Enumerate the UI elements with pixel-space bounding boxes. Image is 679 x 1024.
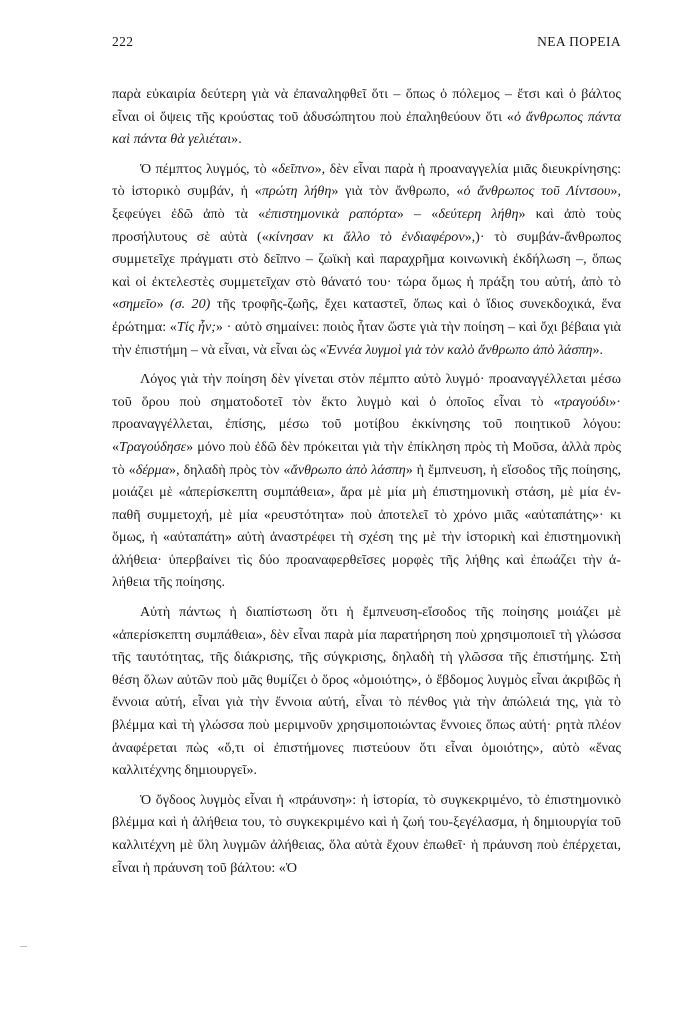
italic-phrase: Τίς ἦν;: [176, 318, 216, 335]
italic-phrase: σημεῖο: [119, 296, 157, 313]
italic-phrase: Τραγούδησε: [119, 438, 187, 455]
text-run: »· προαναγγέλλεται, ἐπίσης, μέσω τοῦ μοτίβου ἐκκίνησης τοῦ ποιητικοῦ λόγου: «: [112, 393, 621, 455]
paragraph-1: [112, 83, 621, 151]
text-run: »,)· τὸ συμβάν-ἄνθρωπος συμμετεῖχε πράγματι στὸ δεῖπνο – ζωϊκὴ καὶ παραχρῆμα κοινωνικὴ ἐκδήλωση –, ὅπως καὶ οἱ ἐκτελεστὲς συμμετεῖχαν στὸ θάνατό του· τώρα ὅμως ἡ πράξη του αὐτή, ἀπὸ τὸ «: [112, 228, 621, 313]
paragraph-5: [112, 789, 621, 879]
text-run: », δὲν εἶναι παρὰ ἡ προαναγγελία μιᾶς διευκρίνησης: τὸ ἱστορικὸ συμβάν, ἡ «: [112, 160, 621, 200]
body-text: [112, 83, 621, 886]
text-run: ».: [592, 341, 604, 358]
italic-phrase: κίνησαν κι ἄλλο τὸ ἐνδιαφέρον: [268, 228, 465, 245]
text-run: », δηλαδὴ πρὸς τὸν «: [169, 461, 291, 478]
italic-phrase: δεύτερη λήθη: [438, 205, 519, 222]
text-run: Ὁ πέμπτος λυγμός, τὸ «: [140, 160, 279, 177]
text-run: παρὰ εὐκαιρία δεύτερη γιὰ νὰ ἐπαναληφθεῖ ὅτι – ὅπως ὁ πόλεμος – ἔτσι καὶ ὁ βάλτος εἶναι οἱ ὄψεις τῆς κρούστας τοῦ ἀδυσώπητου ποὺ ἐπαληθεύουν ὅτι «: [112, 86, 621, 125]
text-run: » – «: [396, 205, 439, 222]
italic-phrase: ὁ ἄνθρωπος τοῦ Λίντσου: [463, 183, 611, 200]
italic-phrase: Ἐννέα λυγμοὶ γιὰ τὸν καλὸ ἄνθρωπο ἀπὸ λάσπη: [326, 341, 593, 358]
text-run: » ἡ ἔμπνευση, ἡ εἴσοδος τῆς ποίησης, μοιάζει μὲ «ἀπερίσκεπτη συμπάθεια», ἄρα μὲ μία μὴ ἐπιστημονικὴ στάση, μὲ μία ἐν-παθῆ συμμετοχή, μὲ μία «ρευστότητα» ποὺ ἀποτελεῖ τὸ χρόνο μιᾶς «αὐταπάτης»· κι ὅμως, ἡ «αὐταπάτη» αὐτὴ ἀναστρέφει τὴ σχέση της μὲ τὴν ἱστορικὴ καὶ ἐπιστημονικὴ ἀλήθεια· ὑπερβαίνει τὶς δύο προαναφερθεῖσες μορφὲς τῆς λήθης καὶ ἐπωάζει τὴν ἀ-λήθεια τῆς ποίησης.: [112, 461, 622, 591]
text-run: Αὐτὴ πάντως ἡ διαπίστωση ὅτι ἡ ἔμπνευση-εἴσοδος τῆς ποίησης μοιάζει μὲ «ἀπερίσκεπτη συμπάθεια», δὲν εἶναι παρὰ μία παρατήρηση ποὺ χρησιμοποιεῖ τὴ γλώσσα τῆς ταυτότητας, τῆς διάκρισης, τῆς σύγκρισης, δηλαδὴ τὴ γλῶσσα τῆς ἐπιστήμης. Στὴ θέση ὅλων αὐτῶν ποὺ μᾶς θυμίζει ὁ ὅρος «ὁμοιότης», ὁ ἕβδομος λυγμὸς εἶναι ἀκριβῶς ἡ ἔννοια αὐτή, εἶναι γιὰ τὴν ἔννοια αὐτή, εἶναι τὸ πένθος γιὰ τὴν ἀπώλειά της, γιὰ τὸ βλέμμα καὶ τὴ γλώσσα ποὺ μεριμνοῦν χρησιμοποιώντας ἔννοιες ὅπως αὐτή· ρητὰ πλέον ἀναφέρεται πὼς «ὅ,τι οἱ ἐπιστήμονες πιστεύουν ὅτι εἶναι ὁμοιότης», αὐτὸ «ἕνας καλλιτέχνης δημιουργεῖ».: [112, 604, 621, 779]
italic-phrase: πρώτη λήθη: [261, 183, 332, 200]
margin-mark: [20, 946, 27, 947]
text-run: Λόγος γιὰ τὴν ποίηση δὲν γίνεται στὸν πέμπτο αὐτὸ λυγμό· προαναγγέλλεται μέσω τοῦ ὅρου ποὺ σηματοδοτεῖ τὸν ἕκτο λυγμὸ καὶ ὁ ὁποῖος εἶναι τὸ «: [112, 371, 621, 410]
italic-phrase: δεῖπνο: [278, 160, 315, 177]
paragraph-2: [112, 158, 621, 361]
text-run: » καὶ ἀπὸ τοὺς προσήλυτους σὲ αὐτὰ («: [112, 205, 622, 245]
text-run: », ξεφεύγει ἐδῶ ἀπὸ τὰ «: [112, 183, 621, 222]
italic-phrase: (σ. 20): [170, 296, 211, 313]
text-run: τῆς τροφῆς-ζωῆς, ἔχει καταστεῖ, ὅπως καὶ ὁ ἴδιος συνεκδοχικά, ἕνα ἐρώτημα: «: [112, 296, 622, 335]
paragraph-4: [112, 601, 621, 782]
text-run: »: [156, 296, 171, 313]
text-run: » · αὐτὸ σημαίνει: ποιὸς ἦταν ὥστε γιὰ τὴν ποίηση – καὶ ὄχι βέβαια γιὰ τὴν ἐπιστήμη – νὰ εἶναι, νὰ εἶναι ὡς «: [112, 318, 621, 358]
italic-phrase: ὁ ἄνθρωπος πάντα καὶ πάντα θὰ γελιέται: [112, 108, 621, 148]
page-number: 222: [112, 34, 134, 49]
text-run: » μόνο ποὺ ἐδῶ δὲν πρόκειται γιὰ τὴν ἐπίκληση πρὸς τὴ Μοῦσα, ἀλλὰ πρὸς τὸ «: [112, 438, 621, 478]
running-head: ΝΕΑ ΠΟΡΕΙΑ: [537, 34, 621, 49]
italic-phrase: ἄνθρωπο ἀπὸ λάσπη: [290, 461, 406, 478]
italic-phrase: δέρμα: [135, 461, 170, 478]
italic-phrase: τραγούδι: [560, 393, 610, 410]
text-run: ».: [231, 131, 242, 148]
page-header: [112, 34, 621, 54]
italic-phrase: ἐπιστημονικὰ ραπόρτα: [265, 205, 397, 222]
paragraph-3: [112, 368, 621, 594]
text-run: Ὁ ὄγδοος λυγμὸς εἶναι ἡ «πράυνση»: ἡ ἱστορία, τὸ συγκεκριμένο, τὸ ἐπιστημονικὸ βλέμμα καὶ ἡ ἀλήθεια του, τὸ συγκεκριμένο καὶ ἡ ζωή του-ξεγέλασμα, ἡ δημιουργία τοῦ καλλιτέχνη μὲ ὕλη λυγμῶν ἀλήθειας, ὅλα αὐτὰ ἔχουν ἐπωθεῖ· ἡ πράυνση ποὺ ἐπέρχεται, εἶναι ἡ πράυνση τοῦ βάλτου: «Ὁ: [112, 791, 621, 876]
text-run: » γιὰ τὸν ἄνθρωπο, «: [331, 183, 464, 200]
